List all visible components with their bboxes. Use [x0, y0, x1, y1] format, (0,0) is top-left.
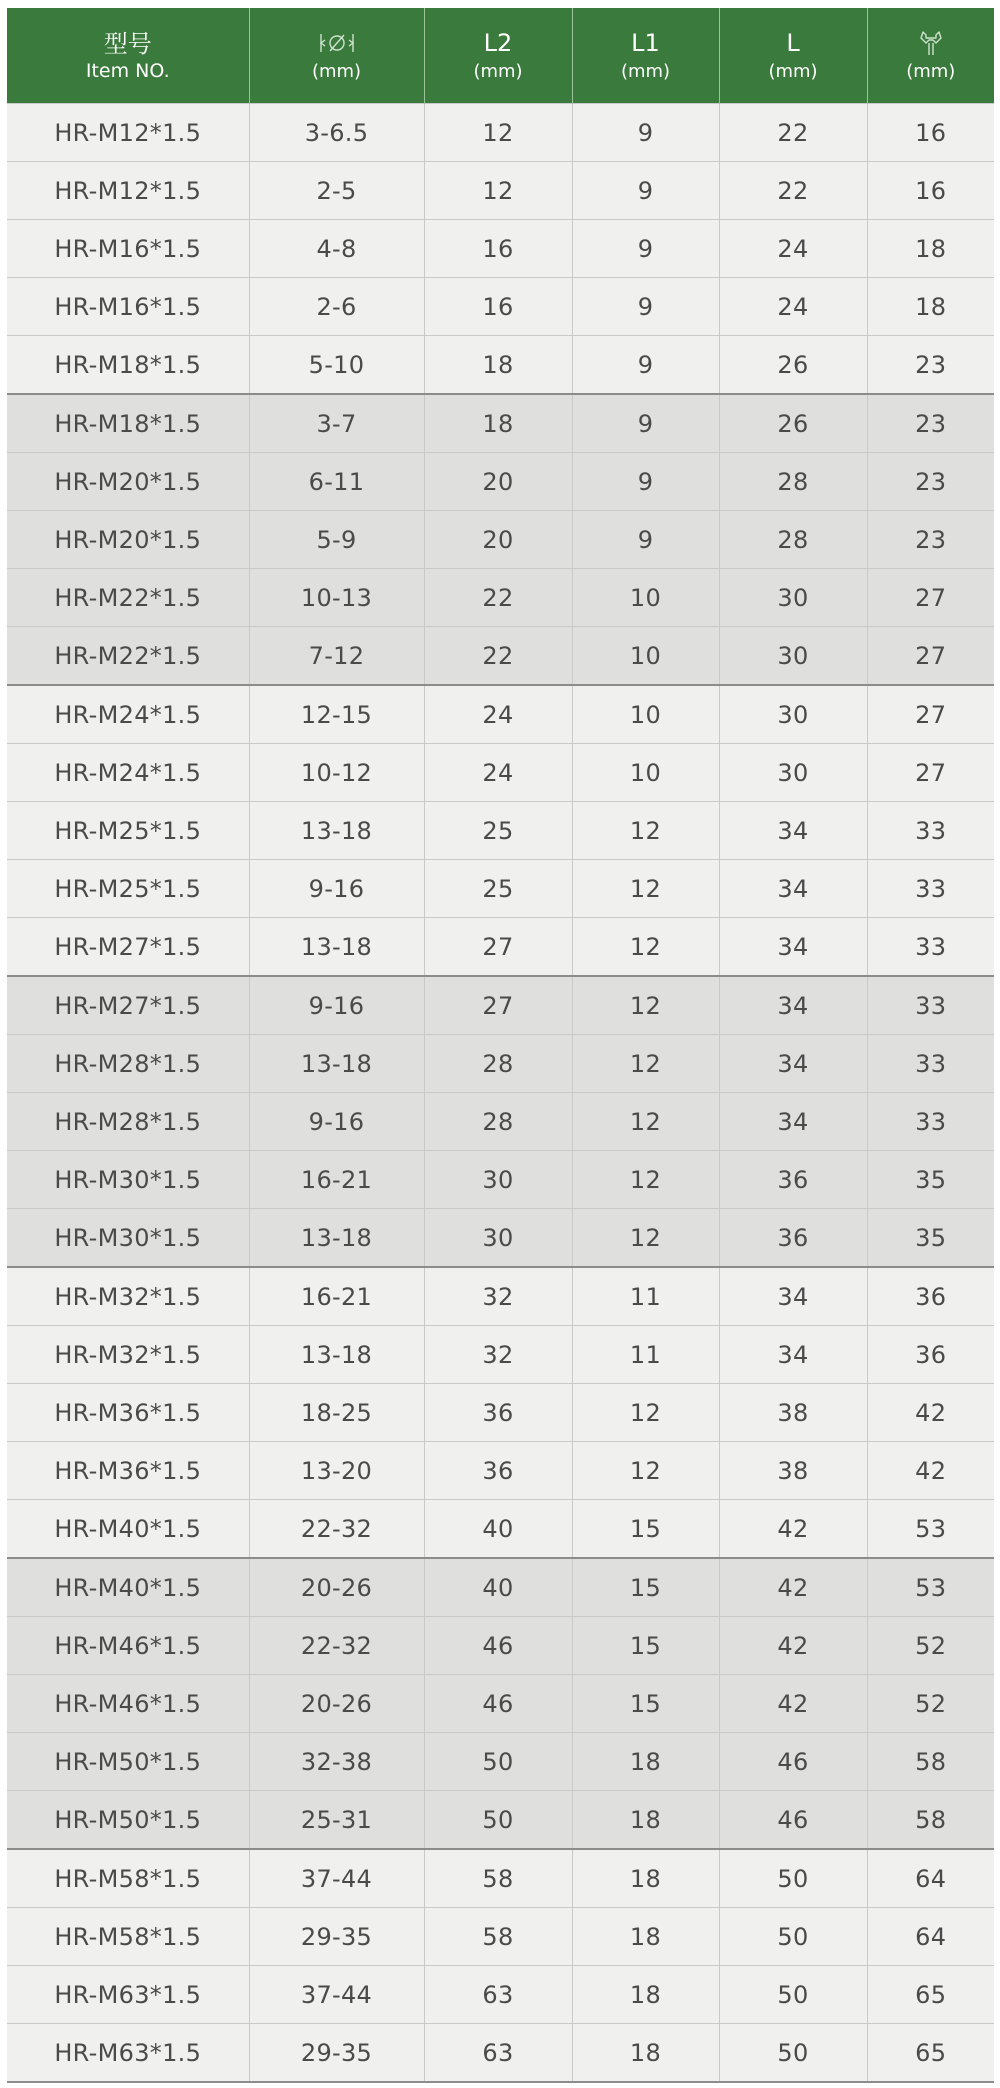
wrench-size-cell: 36 — [867, 1267, 994, 1326]
wrench-size-cell: 35 — [867, 1151, 994, 1209]
diameter-cell: 6-11 — [249, 453, 424, 511]
l-cell: 34 — [719, 860, 867, 918]
l1-cell: 18 — [572, 1966, 719, 2024]
l-cell: 26 — [719, 336, 867, 395]
l-cell: 30 — [719, 627, 867, 686]
item-no-cell: HR-M32*1.5 — [7, 1326, 249, 1384]
table-row — [7, 1267, 994, 1326]
wrench-size-cell: 42 — [867, 1442, 994, 1500]
table-row — [7, 1151, 994, 1209]
header-l2-label: L2 — [483, 28, 513, 57]
diameter-cell: 22-32 — [249, 1500, 424, 1559]
l2-cell: 30 — [424, 1209, 572, 1268]
diameter-cell: 29-35 — [249, 1908, 424, 1966]
item-no-cell: HR-M20*1.5 — [7, 453, 249, 511]
l2-cell: 25 — [424, 802, 572, 860]
item-no-cell: HR-M25*1.5 — [7, 802, 249, 860]
l2-cell: 27 — [424, 918, 572, 977]
wrench-size-cell: 33 — [867, 918, 994, 977]
wrench-size-cell: 42 — [867, 1384, 994, 1442]
l1-cell: 10 — [572, 569, 719, 627]
table-row — [7, 1733, 994, 1791]
item-no-cell: HR-M50*1.5 — [7, 1733, 249, 1791]
header-l — [719, 8, 867, 104]
wrench-size-cell: 23 — [867, 511, 994, 569]
item-no-cell: HR-M30*1.5 — [7, 1151, 249, 1209]
l1-cell: 9 — [572, 453, 719, 511]
item-no-cell: HR-M24*1.5 — [7, 744, 249, 802]
diameter-cell: 9-16 — [249, 976, 424, 1035]
wrench-size-cell: 52 — [867, 1617, 994, 1675]
table-row — [7, 1209, 994, 1268]
header-item-no — [7, 8, 249, 104]
l1-cell: 10 — [572, 627, 719, 686]
diameter-cell: 12-15 — [249, 685, 424, 744]
wrench-size-cell: 27 — [867, 569, 994, 627]
l1-cell: 10 — [572, 744, 719, 802]
table-row — [7, 1908, 994, 1966]
l2-cell: 40 — [424, 1500, 572, 1559]
item-no-cell: HR-M30*1.5 — [7, 1209, 249, 1268]
diameter-cell: 20-26 — [249, 1558, 424, 1617]
l-cell: 28 — [719, 511, 867, 569]
l-cell: 42 — [719, 1500, 867, 1559]
l1-cell: 18 — [572, 2024, 719, 2083]
l1-cell: 9 — [572, 104, 719, 162]
item-no-cell: HR-M22*1.5 — [7, 569, 249, 627]
item-no-cell: HR-M46*1.5 — [7, 1675, 249, 1733]
l2-cell: 24 — [424, 744, 572, 802]
l2-cell: 36 — [424, 1442, 572, 1500]
l2-cell: 50 — [424, 1733, 572, 1791]
l1-cell: 9 — [572, 162, 719, 220]
l2-cell: 25 — [424, 860, 572, 918]
l2-cell: 58 — [424, 1908, 572, 1966]
table-row — [7, 1849, 994, 1908]
wrench-size-cell: 23 — [867, 394, 994, 453]
spec-table — [7, 8, 994, 2083]
l2-cell: 12 — [424, 162, 572, 220]
l2-cell: 28 — [424, 1035, 572, 1093]
l-cell: 30 — [719, 744, 867, 802]
table-row — [7, 569, 994, 627]
l2-cell: 36 — [424, 1384, 572, 1442]
wrench-size-cell: 23 — [867, 336, 994, 395]
diameter-cell: 16-21 — [249, 1151, 424, 1209]
l-cell: 22 — [719, 104, 867, 162]
l-cell: 34 — [719, 802, 867, 860]
item-no-cell: HR-M36*1.5 — [7, 1442, 249, 1500]
item-no-cell: HR-M27*1.5 — [7, 918, 249, 977]
table-row — [7, 394, 994, 453]
l1-cell: 15 — [572, 1500, 719, 1559]
item-no-cell: HR-M18*1.5 — [7, 336, 249, 395]
wrench-size-cell: 18 — [867, 278, 994, 336]
l-cell: 34 — [719, 1093, 867, 1151]
l-cell: 36 — [719, 1151, 867, 1209]
l2-cell: 24 — [424, 685, 572, 744]
header-item-cn: 型号 — [103, 29, 152, 58]
l-cell: 34 — [719, 918, 867, 977]
table-row — [7, 1791, 994, 1850]
l-cell: 50 — [719, 1849, 867, 1908]
l-cell: 50 — [719, 1908, 867, 1966]
l2-cell: 20 — [424, 511, 572, 569]
l-cell: 38 — [719, 1442, 867, 1500]
l2-cell: 46 — [424, 1675, 572, 1733]
l1-cell: 12 — [572, 1151, 719, 1209]
diameter-cell: 18-25 — [249, 1384, 424, 1442]
l1-cell: 11 — [572, 1326, 719, 1384]
diameter-cell: 37-44 — [249, 1966, 424, 2024]
l-cell: 26 — [719, 394, 867, 453]
wrench-icon — [868, 28, 995, 58]
l2-cell: 22 — [424, 569, 572, 627]
wrench-size-cell: 16 — [867, 162, 994, 220]
l-cell: 30 — [719, 569, 867, 627]
l-cell: 42 — [719, 1558, 867, 1617]
header-wrench — [867, 8, 994, 104]
item-no-cell: HR-M16*1.5 — [7, 220, 249, 278]
table-row — [7, 220, 994, 278]
item-no-cell: HR-M16*1.5 — [7, 278, 249, 336]
wrench-size-cell: 53 — [867, 1558, 994, 1617]
diameter-cell: 2-6 — [249, 278, 424, 336]
l2-cell: 40 — [424, 1558, 572, 1617]
wrench-size-cell: 65 — [867, 1966, 994, 2024]
item-no-cell: HR-M18*1.5 — [7, 394, 249, 453]
table-row — [7, 1093, 994, 1151]
wrench-size-cell: 33 — [867, 802, 994, 860]
l1-cell: 10 — [572, 685, 719, 744]
table-row — [7, 976, 994, 1035]
diameter-cell: 5-10 — [249, 336, 424, 395]
table-header — [7, 8, 994, 104]
l-cell: 46 — [719, 1791, 867, 1850]
table-row — [7, 1966, 994, 2024]
diameter-cell: 10-13 — [249, 569, 424, 627]
wrench-size-cell: 64 — [867, 1908, 994, 1966]
diameter-cell: 3-7 — [249, 394, 424, 453]
l2-cell: 63 — [424, 2024, 572, 2083]
l1-cell: 15 — [572, 1617, 719, 1675]
diameter-cell: 22-32 — [249, 1617, 424, 1675]
table-row — [7, 1326, 994, 1384]
l1-cell: 9 — [572, 394, 719, 453]
table-row — [7, 744, 994, 802]
diameter-cell: 25-31 — [249, 1791, 424, 1850]
diameter-cell: 3-6.5 — [249, 104, 424, 162]
table-row — [7, 1617, 994, 1675]
l1-cell: 15 — [572, 1675, 719, 1733]
header-l-label: L — [786, 28, 800, 57]
l2-cell: 18 — [424, 394, 572, 453]
diameter-cell: 29-35 — [249, 2024, 424, 2083]
diameter-cell: 5-9 — [249, 511, 424, 569]
item-no-cell: HR-M32*1.5 — [7, 1267, 249, 1326]
item-no-cell: HR-M50*1.5 — [7, 1791, 249, 1850]
l2-cell: 27 — [424, 976, 572, 1035]
table-row — [7, 1442, 994, 1500]
l2-cell: 16 — [424, 278, 572, 336]
wrench-size-cell: 16 — [867, 104, 994, 162]
l2-cell: 32 — [424, 1326, 572, 1384]
wrench-size-cell: 33 — [867, 976, 994, 1035]
item-no-cell: HR-M40*1.5 — [7, 1558, 249, 1617]
l-cell: 28 — [719, 453, 867, 511]
l1-cell: 15 — [572, 1558, 719, 1617]
diameter-cell: 37-44 — [249, 1849, 424, 1908]
diameter-cell: 9-16 — [249, 860, 424, 918]
item-no-cell: HR-M28*1.5 — [7, 1035, 249, 1093]
table-row — [7, 104, 994, 162]
l1-cell: 18 — [572, 1733, 719, 1791]
table-row — [7, 278, 994, 336]
wrench-size-cell: 27 — [867, 744, 994, 802]
diameter-cell: 13-18 — [249, 1326, 424, 1384]
header-l1-unit: (mm) — [620, 60, 671, 82]
wrench-size-cell: 53 — [867, 1500, 994, 1559]
l2-cell: 30 — [424, 1151, 572, 1209]
l1-cell: 9 — [572, 278, 719, 336]
diameter-cell: 2-5 — [249, 162, 424, 220]
diameter-cell: 13-18 — [249, 1209, 424, 1268]
diameter-cell: 13-18 — [249, 1035, 424, 1093]
table-body — [7, 104, 994, 2083]
l1-cell: 18 — [572, 1908, 719, 1966]
l-cell: 42 — [719, 1617, 867, 1675]
wrench-size-cell: 36 — [867, 1326, 994, 1384]
l-cell: 34 — [719, 1035, 867, 1093]
wrench-size-cell: 23 — [867, 453, 994, 511]
l-cell: 34 — [719, 1267, 867, 1326]
item-no-cell: HR-M12*1.5 — [7, 104, 249, 162]
diameter-cell: 13-18 — [249, 802, 424, 860]
l1-cell: 12 — [572, 802, 719, 860]
l2-cell: 58 — [424, 1849, 572, 1908]
l-cell: 46 — [719, 1733, 867, 1791]
header-item-en: Item NO. — [85, 59, 170, 82]
l-cell: 50 — [719, 2024, 867, 2083]
item-no-cell: HR-M63*1.5 — [7, 2024, 249, 2083]
cable-diameter-icon — [250, 28, 424, 58]
diameter-cell: 32-38 — [249, 1733, 424, 1791]
table-row — [7, 1675, 994, 1733]
l2-cell: 32 — [424, 1267, 572, 1326]
item-no-cell: HR-M24*1.5 — [7, 685, 249, 744]
l2-cell: 18 — [424, 336, 572, 395]
l1-cell: 18 — [572, 1849, 719, 1908]
table-row — [7, 453, 994, 511]
diameter-cell: 7-12 — [249, 627, 424, 686]
header-l1 — [572, 8, 719, 104]
wrench-size-cell: 27 — [867, 685, 994, 744]
header-l2 — [424, 8, 572, 104]
wrench-size-cell: 58 — [867, 1733, 994, 1791]
item-no-cell: HR-M22*1.5 — [7, 627, 249, 686]
diameter-cell: 13-20 — [249, 1442, 424, 1500]
diameter-cell: 4-8 — [249, 220, 424, 278]
table-row — [7, 802, 994, 860]
table-row — [7, 1500, 994, 1559]
header-l1-label: L1 — [631, 28, 660, 57]
l1-cell: 9 — [572, 336, 719, 395]
header-l2-unit: (mm) — [473, 60, 523, 82]
diameter-cell: 20-26 — [249, 1675, 424, 1733]
l2-cell: 12 — [424, 104, 572, 162]
header-wrench-unit: (mm) — [906, 60, 956, 82]
wrench-size-cell: 33 — [867, 1093, 994, 1151]
l-cell: 34 — [719, 1326, 867, 1384]
diameter-cell: 10-12 — [249, 744, 424, 802]
l1-cell: 9 — [572, 511, 719, 569]
table-row — [7, 2024, 994, 2083]
item-no-cell: HR-M58*1.5 — [7, 1849, 249, 1908]
table-row — [7, 918, 994, 977]
item-no-cell: HR-M27*1.5 — [7, 976, 249, 1035]
item-no-cell: HR-M58*1.5 — [7, 1908, 249, 1966]
l-cell: 24 — [719, 220, 867, 278]
wrench-size-cell: 52 — [867, 1675, 994, 1733]
l-cell: 34 — [719, 976, 867, 1035]
header-diameter — [249, 8, 424, 104]
item-no-cell: HR-M12*1.5 — [7, 162, 249, 220]
header-l-unit: (mm) — [768, 60, 818, 82]
item-no-cell: HR-M20*1.5 — [7, 511, 249, 569]
wrench-size-cell: 27 — [867, 627, 994, 686]
l1-cell: 12 — [572, 1209, 719, 1268]
wrench-size-cell: 33 — [867, 860, 994, 918]
table-row — [7, 860, 994, 918]
wrench-size-cell: 65 — [867, 2024, 994, 2083]
item-no-cell: HR-M63*1.5 — [7, 1966, 249, 2024]
l-cell: 42 — [719, 1675, 867, 1733]
l-cell: 50 — [719, 1966, 867, 2024]
l1-cell: 12 — [572, 918, 719, 977]
table-row — [7, 336, 994, 395]
l1-cell: 12 — [572, 1035, 719, 1093]
header-diameter-unit: (mm) — [311, 60, 362, 82]
l2-cell: 63 — [424, 1966, 572, 2024]
l-cell: 38 — [719, 1384, 867, 1442]
wrench-size-cell: 33 — [867, 1035, 994, 1093]
l1-cell: 12 — [572, 1442, 719, 1500]
item-no-cell: HR-M40*1.5 — [7, 1500, 249, 1559]
l2-cell: 16 — [424, 220, 572, 278]
item-no-cell: HR-M36*1.5 — [7, 1384, 249, 1442]
l-cell: 22 — [719, 162, 867, 220]
table-row — [7, 1384, 994, 1442]
table-row — [7, 1558, 994, 1617]
l-cell: 24 — [719, 278, 867, 336]
l1-cell: 11 — [572, 1267, 719, 1326]
table-row — [7, 1035, 994, 1093]
l1-cell: 12 — [572, 976, 719, 1035]
table-row — [7, 162, 994, 220]
diameter-cell: 16-21 — [249, 1267, 424, 1326]
l1-cell: 12 — [572, 1093, 719, 1151]
item-no-cell: HR-M25*1.5 — [7, 860, 249, 918]
l-cell: 30 — [719, 685, 867, 744]
table-row — [7, 511, 994, 569]
table-row — [7, 685, 994, 744]
wrench-size-cell: 64 — [867, 1849, 994, 1908]
l1-cell: 12 — [572, 860, 719, 918]
table-row — [7, 627, 994, 686]
l2-cell: 28 — [424, 1093, 572, 1151]
l2-cell: 20 — [424, 453, 572, 511]
l1-cell: 9 — [572, 220, 719, 278]
l-cell: 36 — [719, 1209, 867, 1268]
l2-cell: 46 — [424, 1617, 572, 1675]
wrench-size-cell: 35 — [867, 1209, 994, 1268]
l1-cell: 18 — [572, 1791, 719, 1850]
l2-cell: 22 — [424, 627, 572, 686]
diameter-cell: 13-18 — [249, 918, 424, 977]
l2-cell: 50 — [424, 1791, 572, 1850]
diameter-cell: 9-16 — [249, 1093, 424, 1151]
wrench-size-cell: 58 — [867, 1791, 994, 1850]
wrench-size-cell: 18 — [867, 220, 994, 278]
header-row — [7, 8, 994, 104]
item-no-cell: HR-M46*1.5 — [7, 1617, 249, 1675]
l1-cell: 12 — [572, 1384, 719, 1442]
item-no-cell: HR-M28*1.5 — [7, 1093, 249, 1151]
